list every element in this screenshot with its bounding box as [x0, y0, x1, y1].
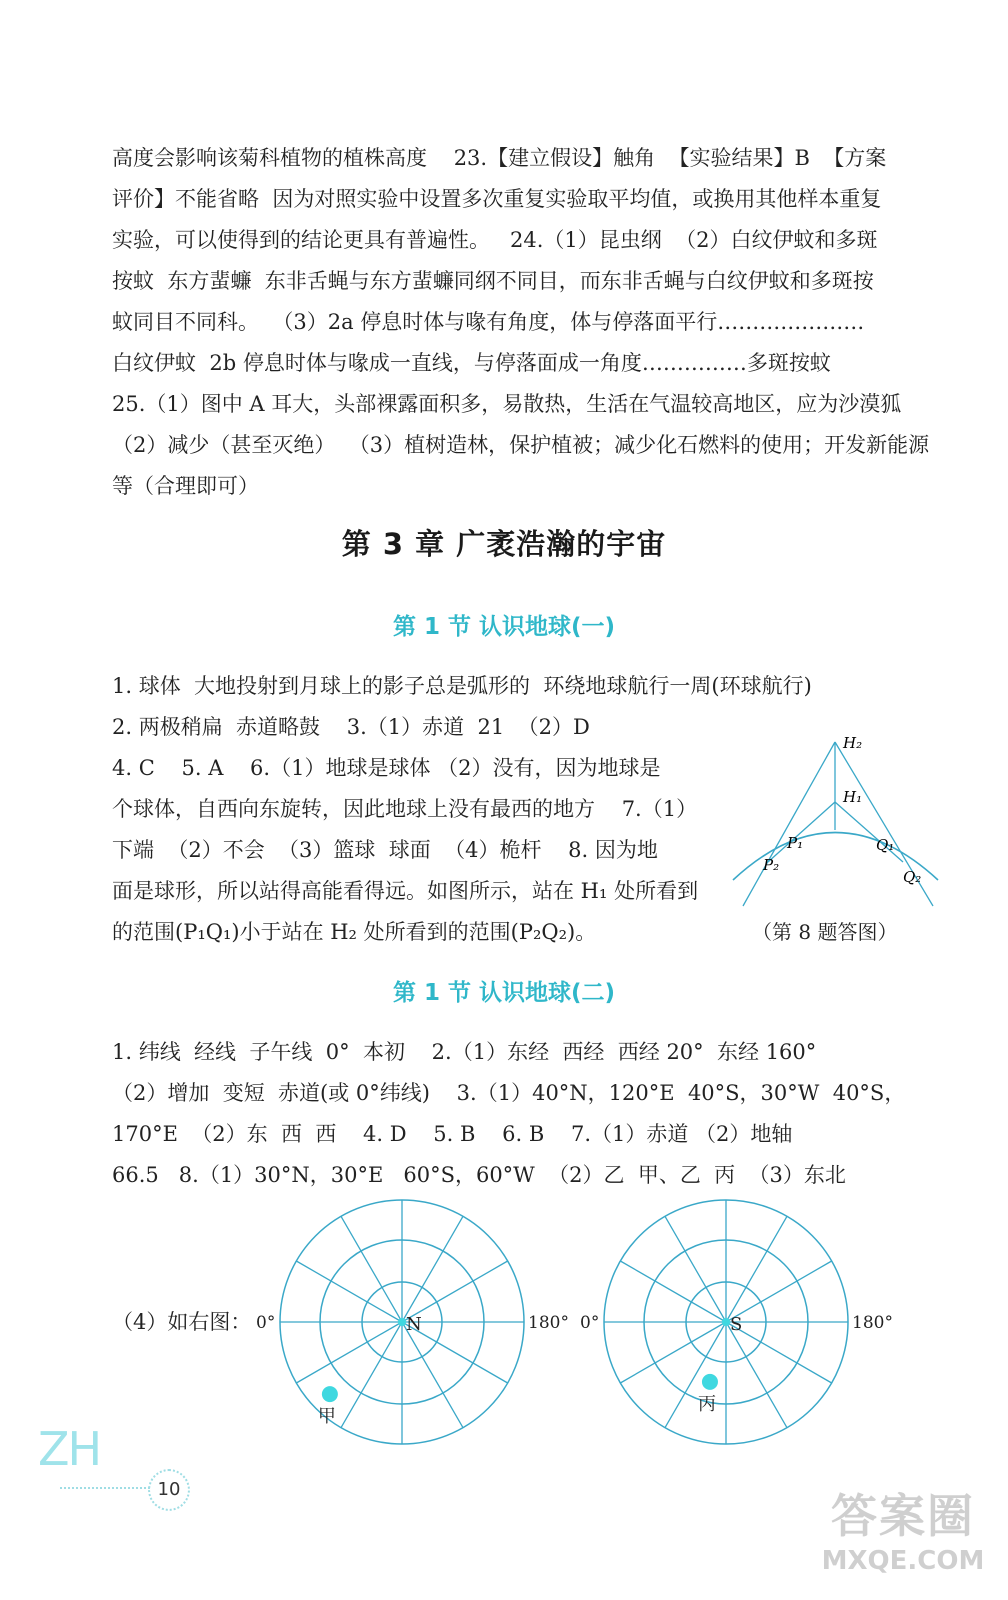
- meridian-line: [726, 1322, 787, 1428]
- meridian-line: [402, 1216, 463, 1322]
- watermark: [808, 1480, 998, 1590]
- longitude-0-label: 0°: [256, 1313, 276, 1333]
- label-p1: P₁: [787, 834, 804, 852]
- section1-line: 的范围(P₁Q₁)小于站在 H₂ 处所看到的范围(P₂Q₂)。: [112, 920, 597, 944]
- meridian-line: [620, 1322, 726, 1383]
- page-number: 10: [148, 1469, 190, 1511]
- north-polar-chart: [256, 1198, 569, 1448]
- top-paragraph-line: 高度会影响该菊科植物的植株高度 23.【建立假设】触角 【实验结果】B 【方案: [112, 146, 887, 170]
- tangent-h2-left: [743, 742, 835, 906]
- meridian-line: [296, 1322, 402, 1383]
- label-p2: P₂: [763, 856, 780, 874]
- top-paragraph-line: 等（合理即可）: [112, 474, 259, 498]
- meridian-line: [726, 1261, 832, 1322]
- section1-line: 个球体，自西向东旋转，因此地球上没有最西的地方 7.（1）: [112, 797, 698, 821]
- location-point: [702, 1374, 718, 1390]
- top-paragraph-line: 评价】不能省略 因为对照实验中设置多次重复实验取平均值，或换用其他样本重复: [112, 187, 882, 211]
- label-q1: Q₁: [876, 836, 895, 854]
- polar-figure-label: （4）如右图：: [112, 1310, 252, 1334]
- top-paragraph-line: 按蚊 东方蜚蠊 东非舌蝇与东方蜚蠊同纲不同目，而东非舌蝇与白纹伊蚊和多斑按: [112, 269, 874, 293]
- label-h2: H₂: [843, 734, 863, 752]
- meridian-line: [341, 1216, 402, 1322]
- location-label: 甲: [317, 1406, 336, 1428]
- top-paragraph-line: 蚊同目不同科。 （3）2a 停息时体与喙有角度，体与停落面平行…………………: [112, 310, 865, 334]
- location-point: [322, 1386, 338, 1402]
- section-title-1: 第 1 节 认识地球(一): [392, 614, 616, 640]
- label-h1: H₁: [843, 788, 863, 806]
- section1-line: 面是球形，所以站得高能看得远。如图所示，站在 H₁ 处所看到: [112, 879, 699, 903]
- meridian-line: [402, 1261, 508, 1322]
- meridian-line: [341, 1322, 402, 1428]
- section2-line: （2）增加 变短 赤道(或 0°纬线) 3.（1）40°N，120°E 40°S，30°W 40°S，: [112, 1081, 906, 1105]
- section1-line: 1. 球体 大地投射到月球上的影子总是弧形的 环绕地球航行一周(环球航行): [112, 674, 812, 698]
- section2-line: 1. 纬线 经线 子午线 0° 本初 2.（1）东经 西经 西经 20° 东经 160°: [112, 1040, 817, 1064]
- longitude-180-label: 180°: [852, 1313, 893, 1333]
- brand-logo: ZH: [38, 1422, 101, 1476]
- longitude-0-label: 0°: [580, 1313, 600, 1333]
- meridian-line: [402, 1322, 463, 1428]
- watermark-line2: MXQE.COM: [821, 1546, 985, 1576]
- horizon-diagram: [733, 730, 938, 920]
- figure-caption: （第 8 题答图）: [752, 920, 898, 944]
- footer-divider: [60, 1487, 150, 1489]
- longitude-180-label: 180°: [528, 1313, 569, 1333]
- pole-label: S: [730, 1314, 743, 1335]
- section1-line: 4. C 5. A 6.（1）地球是球体 （2）没有，因为地球是: [112, 756, 661, 780]
- meridian-line: [296, 1261, 402, 1322]
- top-paragraph-line: 25.（1）图中 A 耳大，头部裸露面积多，易散热，生活在气温较高地区，应为沙漠狐: [112, 392, 902, 416]
- pole-dot: [398, 1318, 406, 1326]
- chapter-title: 第 3 章 广袤浩瀚的宇宙: [341, 527, 667, 561]
- section2-line: 170°E （2）东 西 西 4. D 5. B 6. B 7.（1）赤道 （2）地轴: [112, 1122, 793, 1146]
- top-paragraph-line: 白纹伊蚊 2b 停息时体与喙成一直线，与停落面成一角度……………多斑按蚊: [112, 351, 831, 375]
- section-title-2: 第 1 节 认识地球(二): [392, 980, 616, 1006]
- meridian-line: [665, 1216, 726, 1322]
- meridian-line: [620, 1261, 726, 1322]
- meridian-line: [665, 1322, 726, 1428]
- section2-line: 66.5 8.（1）30°N，30°E 60°S，60°W （2）乙 甲、乙 丙 （3）东北: [112, 1163, 846, 1187]
- top-paragraph-line: （2）减少（甚至灭绝） （3）植树造林，保护植被；减少化石燃料的使用；开发新能源: [112, 433, 930, 457]
- watermark-line1: 答案圈: [831, 1489, 975, 1543]
- tangent-h1-left: [768, 802, 835, 862]
- south-polar-chart: [580, 1198, 896, 1448]
- top-paragraph-line: 实验，可以使得到的结论更具有普遍性。 24.（1）昆虫纲 （2）白纹伊蚊和多斑: [112, 228, 878, 252]
- section1-line: 2. 两极稍扁 赤道略鼓 3.（1）赤道 21 （2）D: [112, 715, 590, 739]
- pole-dot: [722, 1318, 730, 1326]
- label-q2: Q₂: [903, 868, 922, 886]
- location-label: 丙: [697, 1393, 716, 1415]
- pole-label: N: [406, 1314, 422, 1335]
- section1-line: 下端 （2）不会 （3）篮球 球面 （4）桅杆 8. 因为地: [112, 838, 658, 862]
- meridian-line: [726, 1216, 787, 1322]
